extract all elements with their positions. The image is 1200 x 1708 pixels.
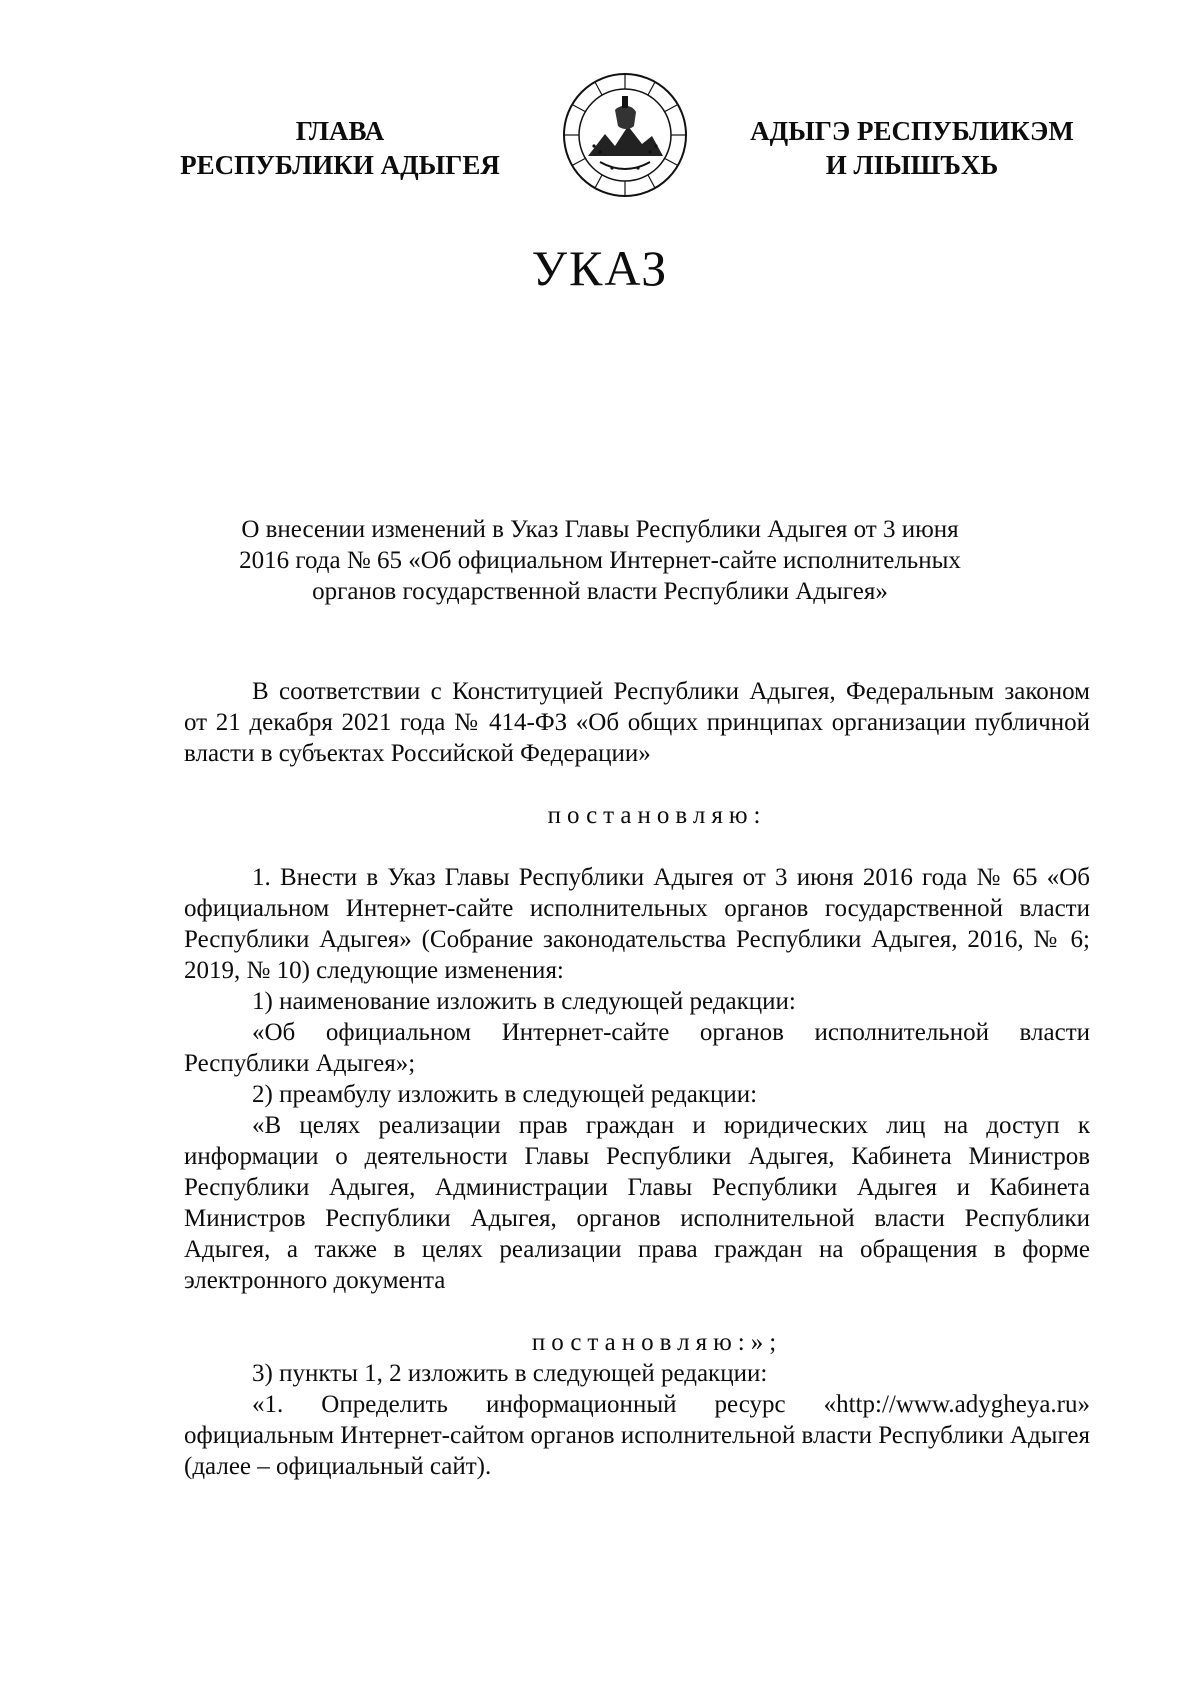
- subitem-1-paragraph: 1) наименование изложить в следующей редакции:: [252, 988, 796, 1015]
- subitem-2-paragraph: 2) преамбулу изложить в следующей редакции:: [252, 1081, 758, 1108]
- subject-line-1: О внесении изменений в Указ Главы Республики Адыгея от 3 июня: [241, 516, 959, 543]
- header-left-title: [180, 114, 500, 182]
- subitem-2-text: «В целях реализации прав граждан и юридических лиц на доступ к информации о деятельности Главы Республики Адыгея, Кабинета Министров Республики Адыгея, Администрации Главы Республики Адыгея и Кабинета Министров Республики Адыгея, органов исполнительной власти Республики Адыгея, а также в целях реализации права граждан на обращения в форме электронного документа: [184, 1112, 1090, 1294]
- subitem-3-text: «1. Определить информационный ресурс «http://www.adygheya.ru» официальным Интернет-сайтом органов исполнительной власти Республики Адыгея (далее – официальный сайт).: [184, 1391, 1090, 1480]
- header-right-line-2: И ЛІЫШЪХЬ: [825, 150, 999, 180]
- republic-of-adygea-coat-of-arms-icon: [560, 68, 690, 202]
- resolve-heading: постановляю:: [547, 802, 767, 829]
- subject-line-3: органов государственной власти Республики Адыгея»: [312, 578, 888, 605]
- preamble-paragraph: В соответствии с Конституцией Республики Адыгея, Федеральным законом от 21 декабря 2021 года № 414-ФЗ «Об общих принципах организации публичной власти в субъектах Российской Федерации»: [184, 678, 1090, 767]
- header-right-title: [732, 114, 1092, 182]
- quoted-resolve-heading: постановляю:»;: [531, 1329, 783, 1356]
- header-left-line-2: РЕСПУБЛИКИ АДЫГЕЯ: [180, 150, 500, 180]
- subitem-3-paragraph: 3) пункты 1, 2 изложить в следующей редакции:: [252, 1360, 768, 1387]
- header-left-line-1: ГЛАВА: [295, 116, 385, 146]
- subitem-1-text: «Об официальном Интернет-сайте органов исполнительной власти Республики Адыгея»;: [184, 1019, 1090, 1077]
- document-subject: [170, 514, 1030, 607]
- document-title: УКАЗ: [531, 240, 669, 296]
- item-1-paragraph: 1. Внести в Указ Главы Республики Адыгея от 3 июня 2016 года № 65 «Об официальном Интернет-сайте исполнительных органов государственной власти Республики Адыгея» (Собрание законодательства Республики Адыгея, 2016, № 6; 2019, № 10) следующие изменения:: [184, 864, 1090, 984]
- document-body: [184, 676, 1090, 1482]
- subject-line-2: 2016 года № 65 «Об официальном Интернет-сайте исполнительных: [239, 547, 961, 574]
- header-right-line-1: АДЫГЭ РЕСПУБЛИКЭМ: [750, 116, 1074, 146]
